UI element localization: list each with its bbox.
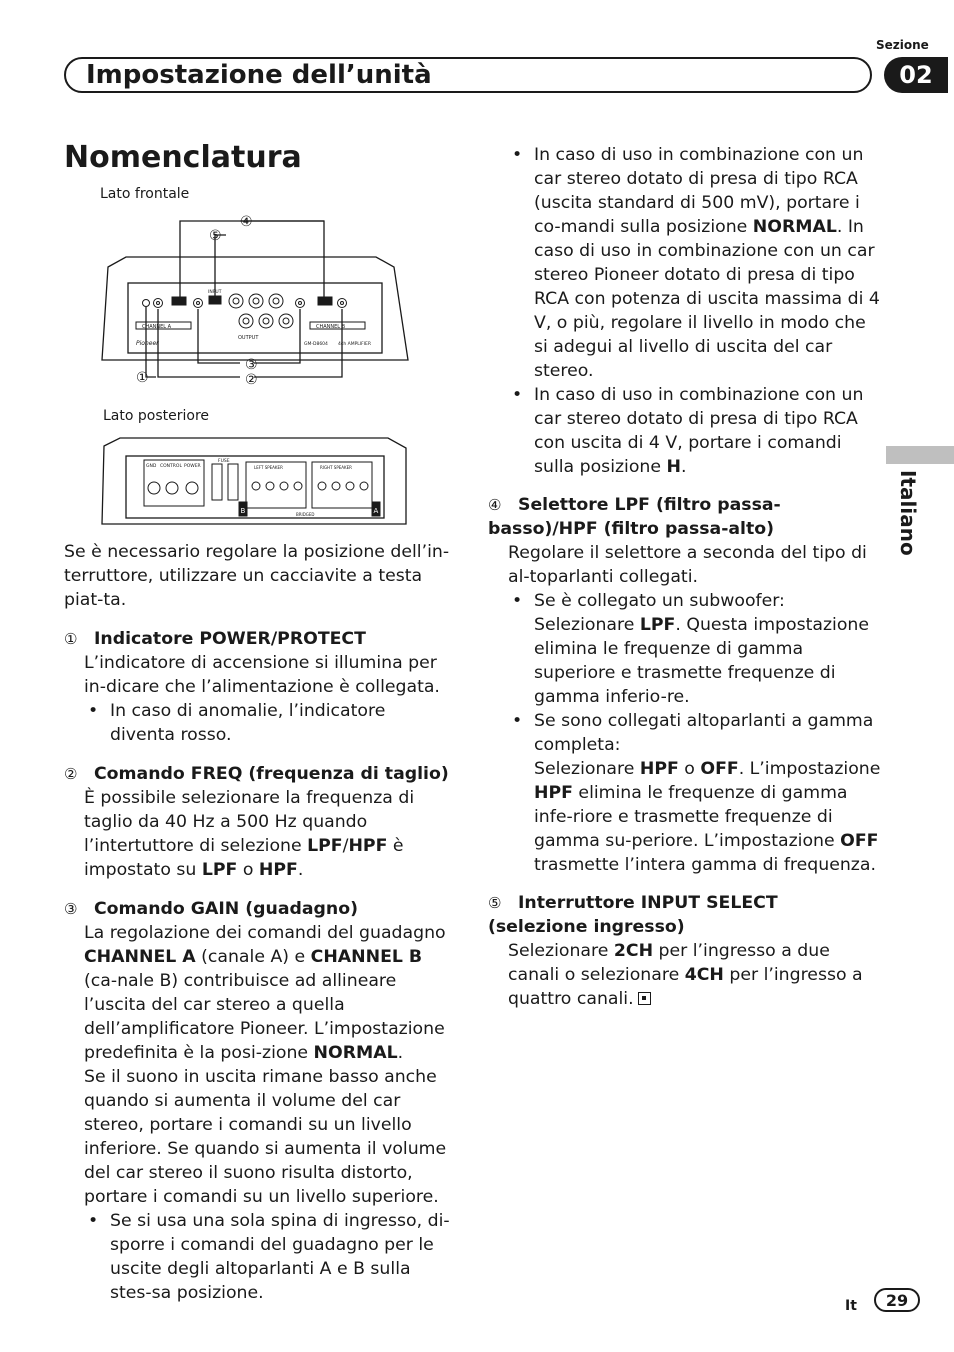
section-1-bullet-text: In caso di anomalie, l’indicatore diventa rosso. — [110, 701, 386, 745]
section-5-4ch: 4CH — [684, 965, 724, 985]
power-label: POWER — [184, 464, 201, 469]
output-label: OUTPUT — [238, 335, 259, 341]
callout-5: ⑤ — [209, 228, 222, 244]
section-2-hpf: HPF — [348, 836, 388, 856]
end-of-section-icon — [638, 992, 651, 1005]
section-3-channel-a: CHANNEL A — [84, 947, 196, 967]
callout-1: ① — [136, 370, 149, 386]
bullet-dot: • — [512, 591, 523, 611]
section-4-bullet-2-line-1: Se sono collegati altoparlanti a gamma completa: — [534, 711, 874, 755]
section-3-period: . — [397, 1043, 404, 1063]
rear-view-caption: Lato posteriore — [103, 408, 210, 424]
section-3-text-1: La regolazione dei comandi del guadagno — [84, 923, 446, 943]
bullet-dot: • — [88, 701, 99, 721]
section-3-normal: NORMAL — [313, 1043, 398, 1063]
section-3-text-2: (canale A) e — [195, 947, 311, 967]
bridged-label: BRIDGED — [296, 512, 315, 517]
section-4-bullet-2 — [488, 709, 882, 877]
language-tab-marker — [886, 446, 954, 464]
section-2-number: ② — [64, 765, 78, 783]
input-label: INPUT — [208, 290, 222, 295]
right-speaker-label: RIGHT SPEAKER — [320, 465, 352, 470]
section-3-text-3: (ca-nale B) contribuisce ad allineare l’uscita del car stereo a quella dell’amplificatore Pioneer. L’impostazione predefinita è la posi-zione — [84, 971, 445, 1063]
section-3-channel-b: CHANNEL B — [310, 947, 423, 967]
descriptor-label: 4ch AMPLIFIER — [338, 342, 372, 347]
section-4-bullet-2-text-1: Selezionare — [534, 759, 640, 779]
page-title: Nomenclatura — [64, 140, 302, 175]
model-label: GM-D8604 — [304, 342, 328, 347]
intro-paragraph: Se è necessario regolare la posizione dell’in-terruttore, utilizzare un cacciavite a testa piat-ta. — [64, 542, 450, 610]
section-4-bullet-2-off: OFF — [700, 759, 739, 779]
language-tab-label: Italiano — [896, 470, 920, 556]
section-5-heading — [488, 891, 882, 939]
section-1-body: L’indicatore di accensione si illumina per in-dicare che l’alimentazione è collegata. — [84, 653, 440, 697]
section-4-heading — [488, 493, 882, 541]
section-4-bullet-1-line-1: Se è collegato un subwoofer: — [534, 591, 785, 611]
section-4-bullet-1-text-1: Selezionare — [534, 615, 640, 635]
channel-a-label: CHANNEL A — [142, 324, 172, 330]
section-5-body — [488, 939, 882, 1011]
control-label: CONTROL — [160, 464, 182, 469]
section-2-hpf-2: HPF — [258, 860, 298, 880]
callout-4: ④ — [240, 214, 253, 230]
section-4-bullet-2-text-2: . L’impostazione — [738, 759, 881, 779]
section-2-period: . — [297, 860, 304, 880]
section-3-bullet-2-text-2: . In caso di uso in combinazione con un car stereo Pioneer dotato di presa di tipo RCA con potenza di uscita massima di 4 V, o più, regolare il livello in modo che si adegui al livello di uscita del car stereo. — [534, 217, 880, 381]
section-label: Sezione — [876, 38, 929, 52]
section-2-body — [64, 786, 454, 882]
fuse-label: FUSE — [218, 459, 230, 464]
bullet-dot: • — [88, 1211, 99, 1231]
section-4-number: ④ — [488, 496, 502, 514]
section-4-bullet-2-or: o — [678, 759, 701, 779]
section-4-bullet-2-text-3: elimina le frequenze di gamma infe-riore e trasmette frequenze di gamma su-periore. L’impostazione — [534, 783, 848, 851]
section-3-bullet-3-text: In caso di uso in combinazione con un car stereo dotato di presa di tipo RCA con uscita di 4 V, portare i comandi sulla posizione — [534, 385, 864, 477]
bullet-dot: • — [512, 145, 523, 165]
section-4-bullet-1-text-2: . Questa impostazione elimina le frequenze di gamma superiore e trasmette frequenze di gamma inferio-re. — [534, 615, 869, 707]
channel-b-label: CHANNEL B — [316, 324, 346, 330]
section-5-title: Interruttore INPUT SELECT (selezione ingresso) — [488, 893, 778, 937]
front-view-caption: Lato frontale — [100, 186, 190, 202]
section-4-bullet-2-off-2: OFF — [840, 831, 879, 851]
rear-panel-diagram — [96, 434, 412, 529]
brand-logo: Pioneer — [136, 340, 159, 347]
section-1-bullet — [64, 699, 454, 747]
section-2-text-2: è impostato su — [84, 836, 404, 880]
section-2-title: Comando FREQ (frequenza di taglio) — [94, 764, 449, 784]
section-4-bullet-1 — [488, 589, 882, 709]
section-2-lpf-2: LPF — [201, 860, 238, 880]
footer-language-code: It — [845, 1298, 857, 1314]
section-4-bullet-1-lpf: LPF — [639, 615, 676, 635]
section-2-or: o — [237, 860, 259, 880]
section-1-title: Indicatore POWER/PROTECT — [94, 629, 366, 649]
left-column — [64, 540, 454, 1305]
section-5-text-2: per l’ingresso a due canali o selezionare — [508, 941, 830, 985]
section-4-body: Regolare il selettore a seconda del tipo di al-toparlanti collegati. — [508, 543, 867, 587]
section-4-bullet-2-hpf-2: HPF — [534, 783, 573, 803]
section-number-badge: 02 — [884, 57, 948, 93]
right-column — [488, 143, 882, 1011]
section-1-number: ① — [64, 630, 78, 648]
section-3-bullet-2-text-1: In caso di uso in combinazione con un car stereo dotato di presa di tipo RCA (uscita standard di 500 mV), portare i co-mandi sulla posizione — [534, 145, 864, 237]
section-2-slash: / — [342, 836, 349, 856]
rear-b-label: B — [240, 507, 246, 515]
section-3-body-2: Se il suono in uscita rimane basso anche quando si aumenta il volume del car stereo, portare i comandi su un livello inferiore. Se quando si aumenta il volume del car stereo il suono risulta distorto, portare i comandi su un livello superiore. — [84, 1067, 447, 1207]
section-3-bullet-2 — [488, 143, 882, 383]
section-3-bullet-1-text: Se si usa una sola spina di ingresso, di-sporre i comandi del guadagno per le uscite degli altoparlanti A e B sulla stes-sa posizione. — [110, 1211, 450, 1303]
section-5-number: ⑤ — [488, 894, 502, 912]
section-3-body — [64, 921, 454, 1065]
section-5-text-3: per l’ingresso a quattro canali. — [508, 965, 863, 1009]
section-4-bullet-2-text-4: trasmette l’intera gamma di frequenza. — [534, 855, 876, 875]
callout-2: ② — [245, 372, 258, 388]
section-3-bullet-1 — [64, 1209, 454, 1305]
section-1-heading — [64, 627, 454, 651]
section-2-text-1: È possibile selezionare la frequenza di taglio da 40 Hz a 500 Hz quando l’intertuttore di selezione — [84, 788, 415, 856]
rear-a-label: A — [373, 507, 379, 515]
section-3-bullet-3 — [488, 383, 882, 479]
left-speaker-label: LEFT SPEAKER — [254, 465, 283, 470]
chapter-title: Impostazione dell’unità — [86, 60, 432, 90]
section-3-bullet-3-h: H — [666, 457, 681, 477]
section-3-bullet-2-normal: NORMAL — [752, 217, 837, 237]
section-3-title: Comando GAIN (guadagno) — [94, 899, 358, 919]
gnd-label: GND — [146, 464, 157, 469]
bullet-dot: • — [512, 385, 523, 405]
section-5-2ch: 2CH — [613, 941, 654, 961]
section-5-text-1: Selezionare — [508, 941, 614, 961]
page-number: 29 — [874, 1288, 920, 1312]
callout-3: ③ — [245, 357, 258, 373]
section-4-title: Selettore LPF (filtro passa-basso)/HPF (filtro passa-alto) — [488, 495, 781, 539]
bullet-dot: • — [512, 711, 523, 731]
section-3-bullet-3-period: . — [680, 457, 687, 477]
section-2-heading — [64, 762, 454, 786]
front-panel-diagram — [96, 205, 426, 390]
section-3-heading — [64, 897, 454, 921]
section-3-number: ③ — [64, 900, 78, 918]
section-2-lpf: LPF — [307, 836, 343, 856]
section-4-bullet-2-hpf: HPF — [639, 759, 679, 779]
